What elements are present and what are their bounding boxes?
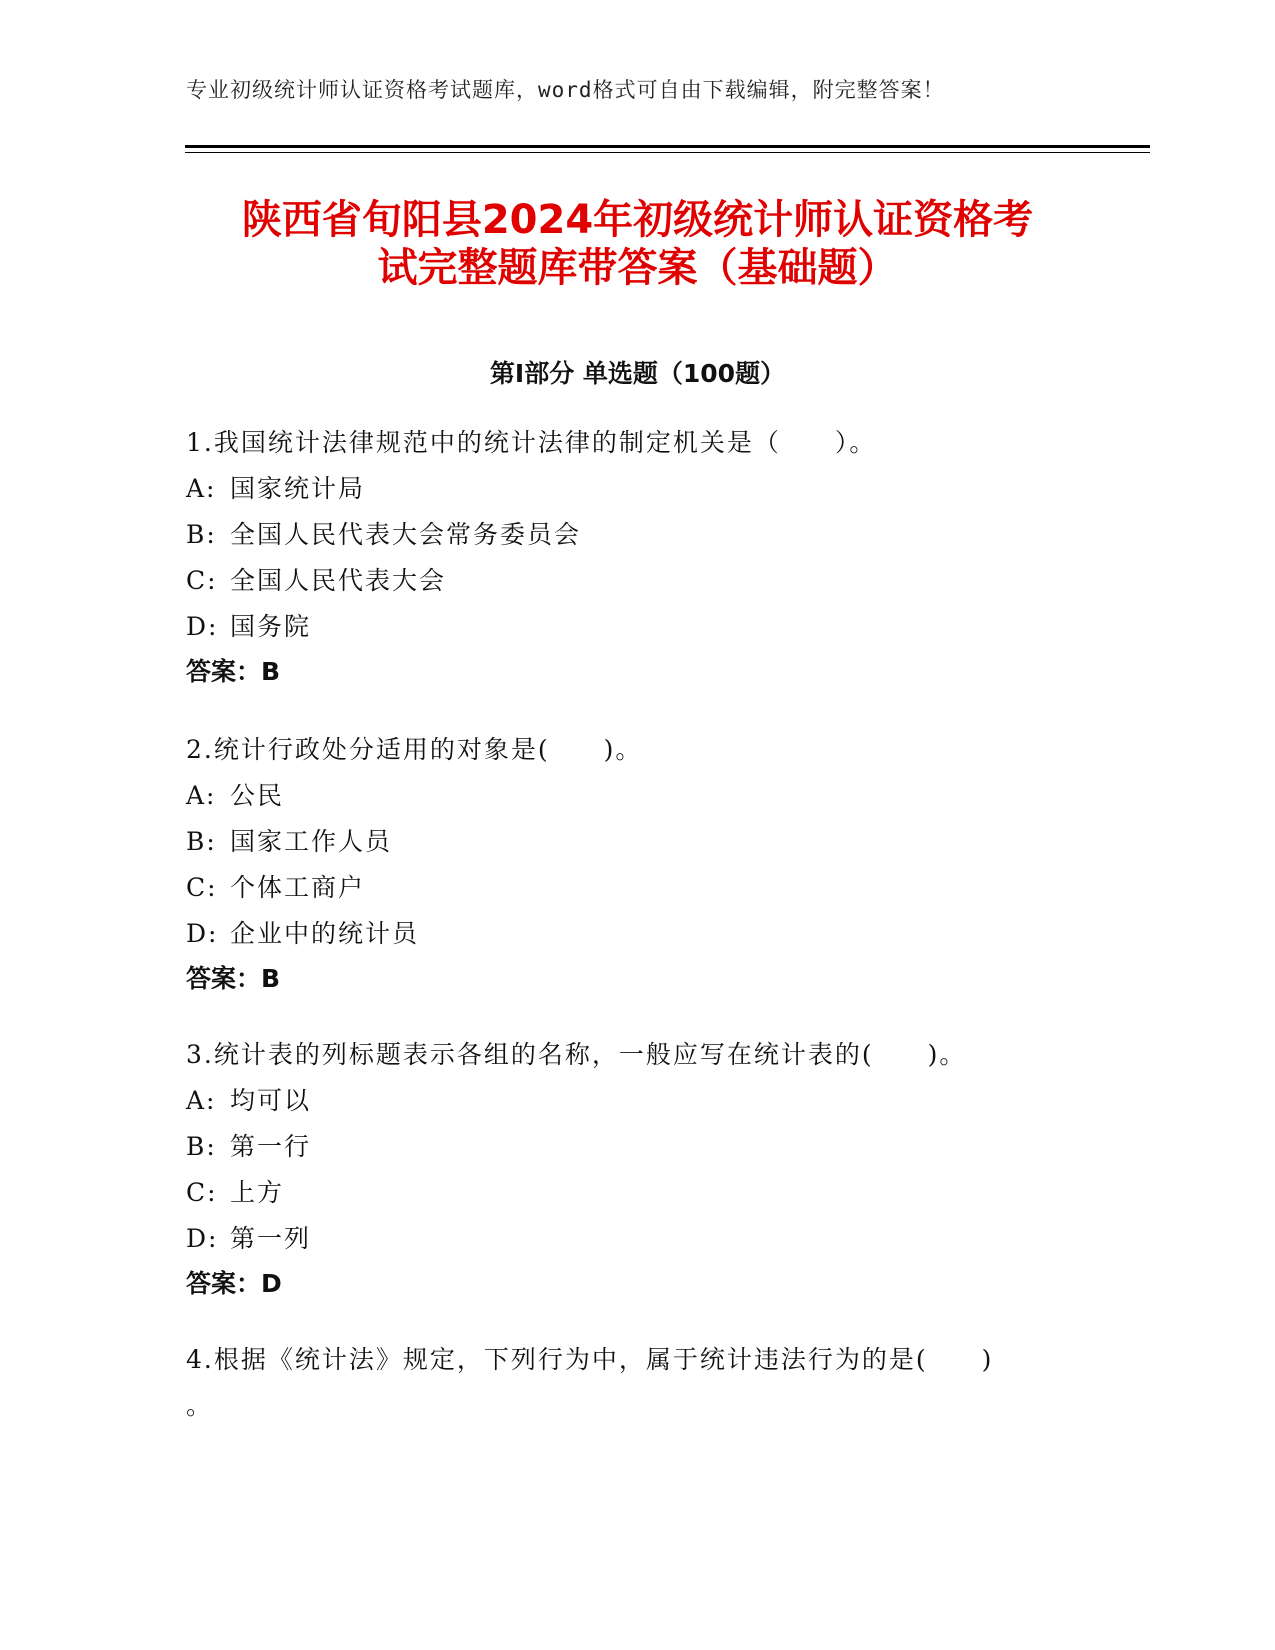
option-c: [186, 873, 1066, 903]
option-text: 企业中的统计员: [230, 919, 420, 948]
option-letter: C:: [186, 566, 218, 595]
option-text: 国务院: [230, 612, 312, 641]
option-text: 第一列: [230, 1224, 312, 1253]
question-stem: 4.根据《统计法》规定，下列行为中，属于统计违法行为的是( ): [186, 1345, 994, 1374]
option-c: [186, 566, 1066, 596]
option-b: [186, 827, 1066, 857]
option-a: [186, 474, 1066, 504]
option-letter: D:: [186, 612, 219, 641]
question-2: [186, 735, 1066, 994]
option-text: 个体工商户: [230, 873, 366, 902]
section-title: 第Ⅰ部分 单选题（100题）: [489, 359, 786, 388]
option-text: 全国人民代表大会: [230, 566, 447, 595]
option-letter: D:: [186, 919, 219, 948]
answer-label: 答案：B: [186, 657, 281, 686]
option-letter: C:: [186, 1178, 218, 1207]
option-letter: A:: [186, 1086, 217, 1115]
question-stem: 1.我国统计法律规范中的统计法律的制定机关是（ ）。: [186, 428, 877, 457]
option-text: 第一行: [230, 1132, 312, 1161]
option-text: 公民: [230, 781, 285, 810]
option-text: 全国人民代表大会常务委员会: [230, 520, 582, 549]
option-d: [186, 919, 1066, 949]
question-stem: 2.统计行政处分适用的对象是( )。: [186, 735, 643, 764]
option-letter: D:: [186, 1224, 219, 1253]
option-text: 国家工作人员: [230, 827, 393, 856]
title-line-1: 陕西省旬阳县2024年初级统计师认证资格考: [241, 197, 1034, 243]
option-a: [186, 781, 1066, 811]
option-d: [186, 1224, 1066, 1254]
option-letter: A:: [186, 474, 217, 503]
title-line-2: 试完整题库带答案（基础题）: [377, 245, 898, 291]
option-letter: C:: [186, 873, 218, 902]
question-3: [186, 1040, 1066, 1299]
question-stem: 3.统计表的列标题表示各组的名称，一般应写在统计表的( )。: [186, 1040, 967, 1069]
header-rule-thick: [185, 145, 1150, 148]
header-note: 专业初级统计师认证资格考试题库，word格式可自由下载编辑，附完整答案！: [186, 78, 945, 102]
option-c: [186, 1178, 1066, 1208]
option-a: [186, 1086, 1066, 1116]
answer-label: 答案：B: [186, 964, 281, 993]
question-4: [186, 1345, 1066, 1421]
option-d: [186, 612, 1066, 642]
option-text: 上方: [230, 1178, 285, 1207]
document-title: [150, 196, 1125, 292]
answer-label: 答案：D: [186, 1269, 282, 1298]
option-letter: B:: [186, 827, 217, 856]
option-text: 均可以: [230, 1086, 312, 1115]
option-letter: B:: [186, 520, 217, 549]
option-letter: B:: [186, 1132, 217, 1161]
question-1: [186, 428, 1066, 687]
option-b: [186, 1132, 1066, 1162]
option-text: 国家统计局: [230, 474, 366, 503]
header-rule-thin: [185, 152, 1150, 153]
question-stem-tail: 。: [186, 1391, 212, 1420]
option-letter: A:: [186, 781, 217, 810]
option-b: [186, 520, 1066, 550]
